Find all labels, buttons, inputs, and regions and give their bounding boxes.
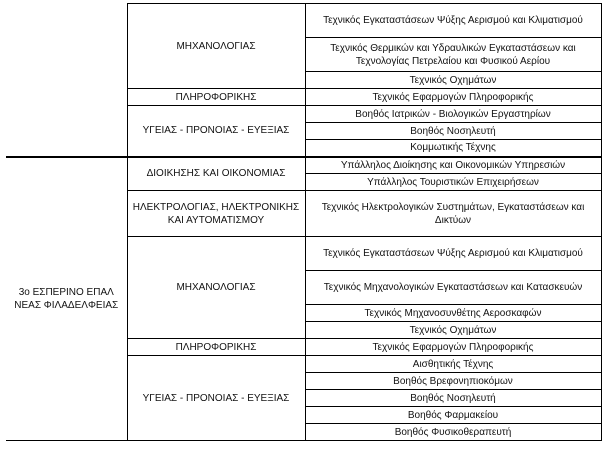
specialty-cell: Τεχνικός Μηχανοσυνθέτης Αεροσκαφών [305,305,601,322]
specialty-cell: Βοηθός Φυσικοθεραπευτή [305,424,601,441]
sector-name-cell: ΠΛΗΡΟΦΟΡΙΚΗΣ [127,339,305,356]
school-name-cell: 3ο ΕΣΠΕΡΙΝΟ ΕΠΑΛ ΝΕΑΣ ΦΙΛΑΔΕΛΦΕΙΑΣ [6,157,127,441]
sector-name-cell: ΔΙΟΙΚΗΣΗΣ ΚΑΙ ΟΙΚΟΝΟΜΙΑΣ [127,157,305,191]
sector-name-cell: ΥΓΕΙΑΣ - ΠΡΟΝΟΙΑΣ - ΕΥΕΞΙΑΣ [127,106,305,157]
specialty-cell: Τεχνικός Εφαρμογών Πληροφορικής [305,89,601,106]
specialty-cell: Τεχνικός Εφαρμογών Πληροφορικής [305,339,601,356]
specialty-cell: Βοηθός Φαρμακείου [305,407,601,424]
specialty-cell: Υπάλληλος Διοίκησης και Οικονομικών Υπηρεσιών [305,157,601,174]
specialty-cell: Βοηθός Νοσηλευτή [305,123,601,140]
specialty-cell: Τεχνικός Οχημάτων [305,72,601,89]
specialty-cell: Υπάλληλος Τουριστικών Επιχειρήσεων [305,174,601,191]
specialty-cell: Βοηθός Νοσηλευτή [305,390,601,407]
specialty-cell: Τεχνικός Μηχανολογικών Εγκαταστάσεων και Κατασκευών [305,271,601,305]
specialty-cell: Τεχνικός Θερμικών και Υδραυλικών Εγκαταστάσεων και Τεχνολογίας Πετρελαίου και Φυσικού Αερίου [305,38,601,72]
sector-name-cell: ΜΗΧΑΝΟΛΟΓΙΑΣ [127,237,305,339]
sector-name-cell: ΥΓΕΙΑΣ - ΠΡΟΝΟΙΑΣ - ΕΥΕΞΙΑΣ [127,356,305,441]
table-row [6,4,601,38]
table-row [6,157,601,174]
sector-name-cell: ΠΛΗΡΟΦΟΡΙΚΗΣ [127,89,305,106]
specialty-cell: Αισθητικής Τέχνης [305,356,601,373]
specialty-cell: Κομμωτικής Τέχνης [305,140,601,157]
specialties-table [6,3,602,441]
specialty-cell: Τεχνικός Εγκαταστάσεων Ψύξης Αερισμού και Κλιματισμού [305,237,601,271]
specialty-cell: Βοηθός Ιατρικών - Βιολογικών Εργαστηρίων [305,106,601,123]
sector-name-cell: ΜΗΧΑΝΟΛΟΓΙΑΣ [127,4,305,89]
sector-name-cell: ΗΛΕΚΤΡΟΛΟΓΙΑΣ, ΗΛΕΚΤΡΟΝΙΚΗΣ ΚΑΙ ΑΥΤΟΜΑΤΙΣΜΟΥ [127,191,305,237]
specialty-cell: Τεχνικός Ηλεκτρολογικών Συστημάτων, Εγκαταστάσεων και Δικτύων [305,191,601,237]
specialty-cell: Βοηθός Βρεφονηπιοκόμων [305,373,601,390]
specialty-cell: Τεχνικός Οχημάτων [305,322,601,339]
specialty-cell: Τεχνικός Εγκαταστάσεων Ψύξης Αερισμού και Κλιματισμού [305,4,601,38]
specialties-table-body [6,4,601,441]
school-name-cell [6,4,127,157]
